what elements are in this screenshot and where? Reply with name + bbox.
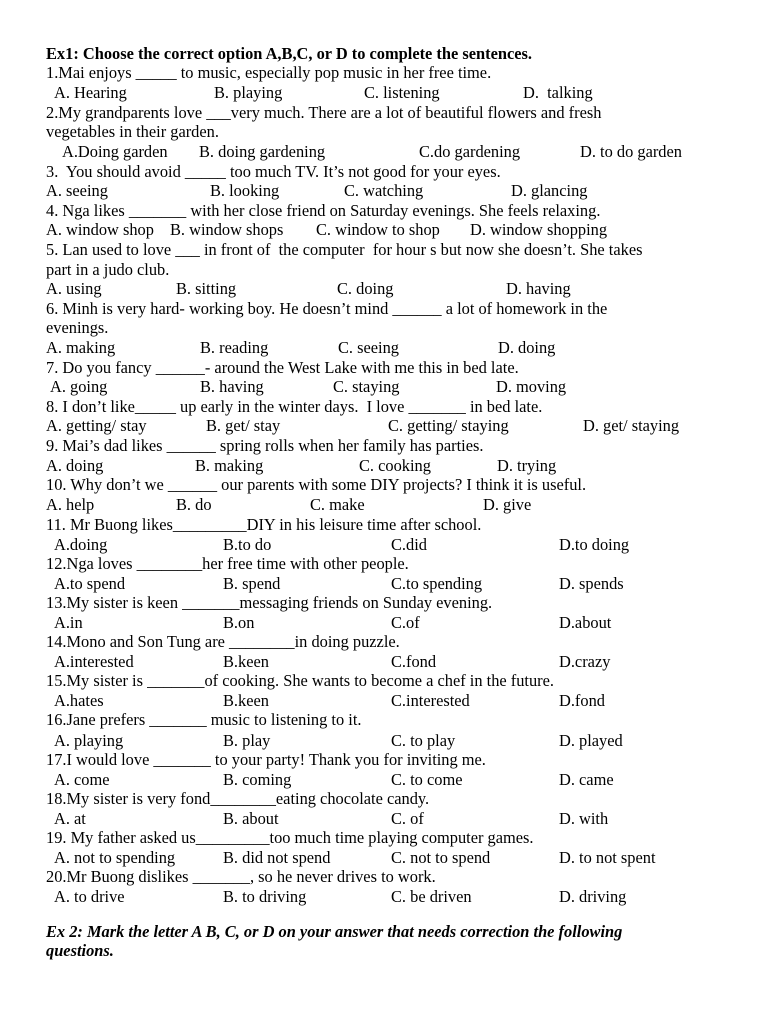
- ex2-title-line2: questions.: [46, 941, 114, 960]
- question-3-text: 3. You should avoid _____ too much TV. It’s not good for your eyes.: [46, 162, 501, 181]
- ex1-title: Ex1: Choose the correct option A,B,C, or D to complete the sentences.: [46, 44, 533, 63]
- question-17-text: 17.I would love _______ to your party! Thank you for inviting me.: [46, 750, 486, 769]
- question-11-option-d: D.to doing: [559, 535, 630, 554]
- question-10-option-d: D. give: [483, 495, 532, 514]
- question-13-text: 13.My sister is keen _______messaging friends on Sunday evening.: [46, 593, 493, 612]
- question-14-option-a: A.interested: [54, 652, 134, 671]
- question-3-option-b: B. looking: [210, 181, 280, 200]
- question-4-option-d: D. window shopping: [470, 220, 608, 239]
- question-20-option-b: B. to driving: [223, 887, 307, 906]
- question-18-text: 18.My sister is very fond________eating chocolate candy.: [46, 789, 430, 808]
- question-11-text: 11. Mr Buong likes_________DIY in his leisure time after school.: [46, 515, 482, 534]
- question-5-option-b: B. sitting: [176, 279, 237, 298]
- question-16-option-b: B. play: [223, 731, 271, 750]
- question-20-option-d: D. driving: [559, 887, 627, 906]
- question-1-text: 1.Mai enjoys _____ to music, especially pop music in her free time.: [46, 63, 492, 82]
- question-13-option-b: B.on: [223, 613, 255, 632]
- question-6-option-d: D. doing: [498, 338, 556, 357]
- question-15-option-b: B.keen: [223, 691, 269, 710]
- question-12-option-a: A.to spend: [54, 574, 126, 593]
- question-19-option-c: C. not to spend: [391, 848, 491, 867]
- question-10-option-b: B. do: [176, 495, 212, 514]
- question-8-option-a: A. getting/ stay: [46, 416, 147, 435]
- question-2-text: 2.My grandparents love ___very much. There are a lot of beautiful flowers and fresh: [46, 103, 602, 122]
- question-10-option-c: C. make: [310, 495, 365, 514]
- question-19-option-d: D. to not spent: [559, 848, 656, 867]
- question-6-option-a: A. making: [46, 338, 116, 357]
- question-9-option-b: B. making: [195, 456, 264, 475]
- question-19-text: 19. My father asked us_________too much time playing computer games.: [46, 828, 534, 847]
- question-3-option-d: D. glancing: [511, 181, 588, 200]
- question-12-text: 12.Nga loves ________her free time with other people.: [46, 554, 409, 573]
- question-18-option-b: B. about: [223, 809, 279, 828]
- question-12-option-b: B. spend: [223, 574, 281, 593]
- question-2-option-a: A.Doing garden: [62, 142, 168, 161]
- question-7-option-c: C. staying: [333, 377, 400, 396]
- question-8-option-b: B. get/ stay: [206, 416, 281, 435]
- question-13-option-c: C.of: [391, 613, 420, 632]
- question-7-option-a: A. going: [50, 377, 108, 396]
- question-1-option-d: D. talking: [523, 83, 593, 102]
- question-1-option-c: C. listening: [364, 83, 440, 102]
- question-5-option-c: C. doing: [337, 279, 394, 298]
- question-4-option-a: A. window shop: [46, 220, 154, 239]
- question-14-text: 14.Mono and Son Tung are ________in doing puzzle.: [46, 632, 400, 651]
- question-20-text: 20.Mr Buong dislikes _______, so he never drives to work.: [46, 867, 436, 886]
- question-4-option-b: B. window shops: [170, 220, 284, 239]
- question-16-option-c: C. to play: [391, 731, 456, 750]
- question-4-option-c: C. window to shop: [316, 220, 440, 239]
- question-18-option-a: A. at: [54, 809, 86, 828]
- question-11-option-c: C.did: [391, 535, 427, 554]
- question-18-option-c: C. of: [391, 809, 424, 828]
- question-2-option-c: C.do gardening: [419, 142, 521, 161]
- question-1-option-a: A. Hearing: [54, 83, 127, 102]
- question-11-option-b: B.to do: [223, 535, 272, 554]
- question-6-text: evenings.: [46, 318, 109, 337]
- question-15-option-a: A.hates: [54, 691, 104, 710]
- question-12-option-c: C.to spending: [391, 574, 483, 593]
- question-1-option-b: B. playing: [214, 83, 283, 102]
- question-15-text: 15.My sister is _______of cooking. She wants to become a chef in the future.: [46, 671, 555, 690]
- question-3-option-a: A. seeing: [46, 181, 108, 200]
- question-15-option-d: D.fond: [559, 691, 605, 710]
- question-14-option-d: D.crazy: [559, 652, 611, 671]
- question-16-option-d: D. played: [559, 731, 623, 750]
- question-9-text: 9. Mai’s dad likes ______ spring rolls when her family has parties.: [46, 436, 484, 455]
- question-19-option-b: B. did not spend: [223, 848, 331, 867]
- question-9-option-a: A. doing: [46, 456, 104, 475]
- question-20-option-a: A. to drive: [54, 887, 125, 906]
- question-13-option-d: D.about: [559, 613, 612, 632]
- question-14-option-c: C.fond: [391, 652, 437, 671]
- question-8-option-c: C. getting/ staying: [388, 416, 509, 435]
- question-10-option-a: A. help: [46, 495, 95, 514]
- question-7-option-d: D. moving: [496, 377, 567, 396]
- question-5-text: 5. Lan used to love ___ in front of the computer for hour s but now she doesn’t. She takes: [46, 240, 643, 259]
- question-4-text: 4. Nga likes _______ with her close friend on Saturday evenings. She feels relaxing.: [46, 201, 601, 220]
- question-18-option-d: D. with: [559, 809, 609, 828]
- question-3-option-c: C. watching: [344, 181, 424, 200]
- question-8-option-d: D. get/ staying: [583, 416, 680, 435]
- question-17-option-c: C. to come: [391, 770, 463, 789]
- question-16-text: 16.Jane prefers _______ music to listening to it.: [46, 710, 362, 729]
- question-15-option-c: C.interested: [391, 691, 470, 710]
- question-14-option-b: B.keen: [223, 652, 269, 671]
- question-6-option-b: B. reading: [200, 338, 269, 357]
- question-6-option-c: C. seeing: [338, 338, 400, 357]
- question-13-option-a: A.in: [54, 613, 83, 632]
- question-2-option-b: B. doing gardening: [199, 142, 326, 161]
- question-6-text: 6. Minh is very hard- working boy. He doesn’t mind ______ a lot of homework in the: [46, 299, 608, 318]
- question-7-text: 7. Do you fancy ______- around the West Lake with me this in bed late.: [46, 358, 519, 377]
- question-5-option-d: D. having: [506, 279, 571, 298]
- question-9-option-d: D. trying: [497, 456, 557, 475]
- question-7-option-b: B. having: [200, 377, 264, 396]
- ex2-title-line1: Ex 2: Mark the letter A B, C, or D on your answer that needs correction the following: [46, 922, 623, 941]
- question-17-option-a: A. come: [54, 770, 110, 789]
- question-12-option-d: D. spends: [559, 574, 624, 593]
- question-11-option-a: A.doing: [54, 535, 108, 554]
- question-8-text: 8. I don’t like_____ up early in the winter days. I love _______ in bed late.: [46, 397, 543, 416]
- question-5-option-a: A. using: [46, 279, 102, 298]
- question-20-option-c: C. be driven: [391, 887, 472, 906]
- question-19-option-a: A. not to spending: [54, 848, 176, 867]
- question-5-text: part in a judo club.: [46, 260, 170, 279]
- question-2-option-d: D. to do garden: [580, 142, 682, 161]
- question-16-option-a: A. playing: [54, 731, 124, 750]
- question-10-text: 10. Why don’t we ______ our parents with some DIY projects? I think it is useful.: [46, 475, 587, 494]
- question-9-option-c: C. cooking: [359, 456, 431, 475]
- question-17-option-b: B. coming: [223, 770, 292, 789]
- question-17-option-d: D. came: [559, 770, 614, 789]
- question-2-text: vegetables in their garden.: [46, 122, 219, 141]
